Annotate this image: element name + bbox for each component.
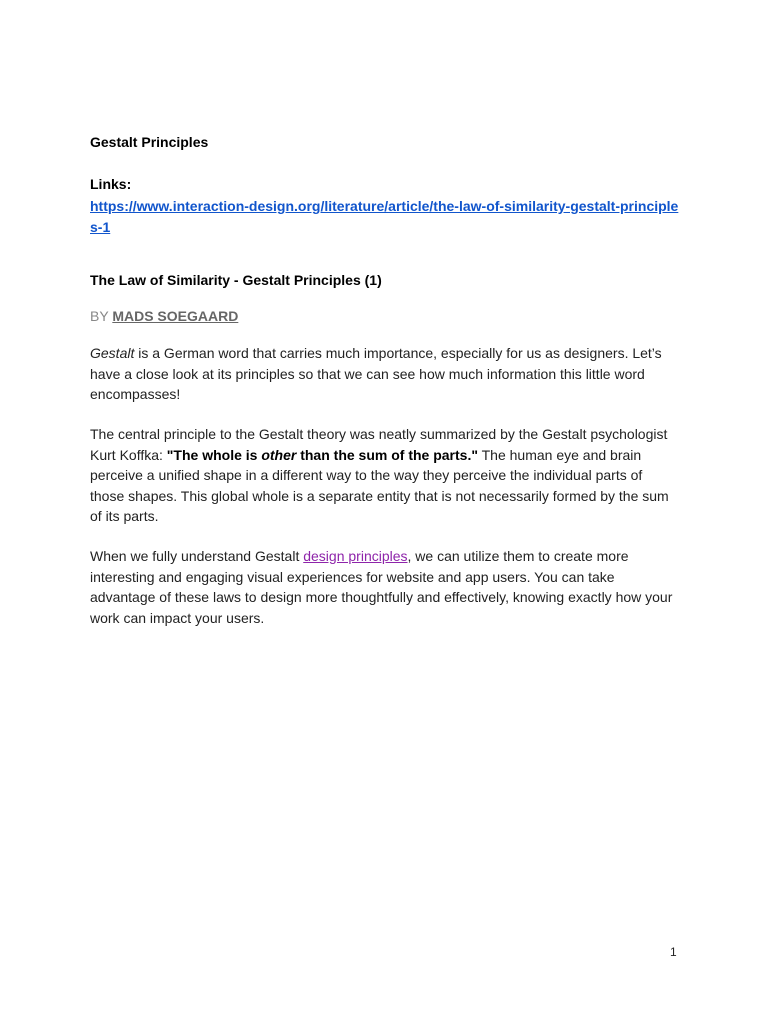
paragraph-intro-text: is a German word that carries much importance, especially for us as designers. Let’s have a close look at its principles so that we can see how much information this little word encompasses! xyxy=(90,345,662,402)
article-title: The Law of Similarity - Gestalt Principles (1) xyxy=(90,272,382,288)
paragraph-intro xyxy=(90,343,680,405)
paragraph-koffka-after: The human eye and brain perceive a unified shape in a different way to the way they perceive the individual parts of those shapes. This global whole is a separate entity that is not necessarily formed by the sum of its parts. xyxy=(90,446,669,524)
byline xyxy=(90,308,238,324)
quote-end: than the sum of the parts." xyxy=(296,446,478,463)
quote-italic: other xyxy=(261,446,297,463)
page-number: 1 xyxy=(670,945,677,959)
italic-term: Gestalt xyxy=(90,345,135,361)
document-title: Gestalt Principles xyxy=(90,134,209,150)
paragraph-design xyxy=(90,546,680,628)
byline-author-link[interactable]: MADS SOEGAARD xyxy=(112,308,239,324)
paragraph-koffka-before: The central principle to the Gestalt theory was neatly summarized by the Gestalt psychologist Kurt Koffka: xyxy=(90,426,668,463)
design-principles-link[interactable]: design principles xyxy=(303,548,408,564)
paragraph-koffka xyxy=(90,424,680,527)
koffka-quote xyxy=(167,447,478,463)
byline-prefix: BY xyxy=(90,308,113,324)
links-label: Links: xyxy=(90,176,132,192)
paragraph-design-after: , we can utilize them to create more interesting and engaging visual experiences for website and app users. You can take advantage of these laws to design more thoughtfully and effectively, knowing exactly how your work can impact your users. xyxy=(90,548,673,626)
quote-start: "The whole is xyxy=(166,446,262,463)
source-link[interactable]: https://www.interaction-design.org/literature/article/the-law-of-similarity-gestalt-principles-1 xyxy=(90,198,679,235)
paragraph-design-before: When we fully understand Gestalt xyxy=(90,548,304,564)
